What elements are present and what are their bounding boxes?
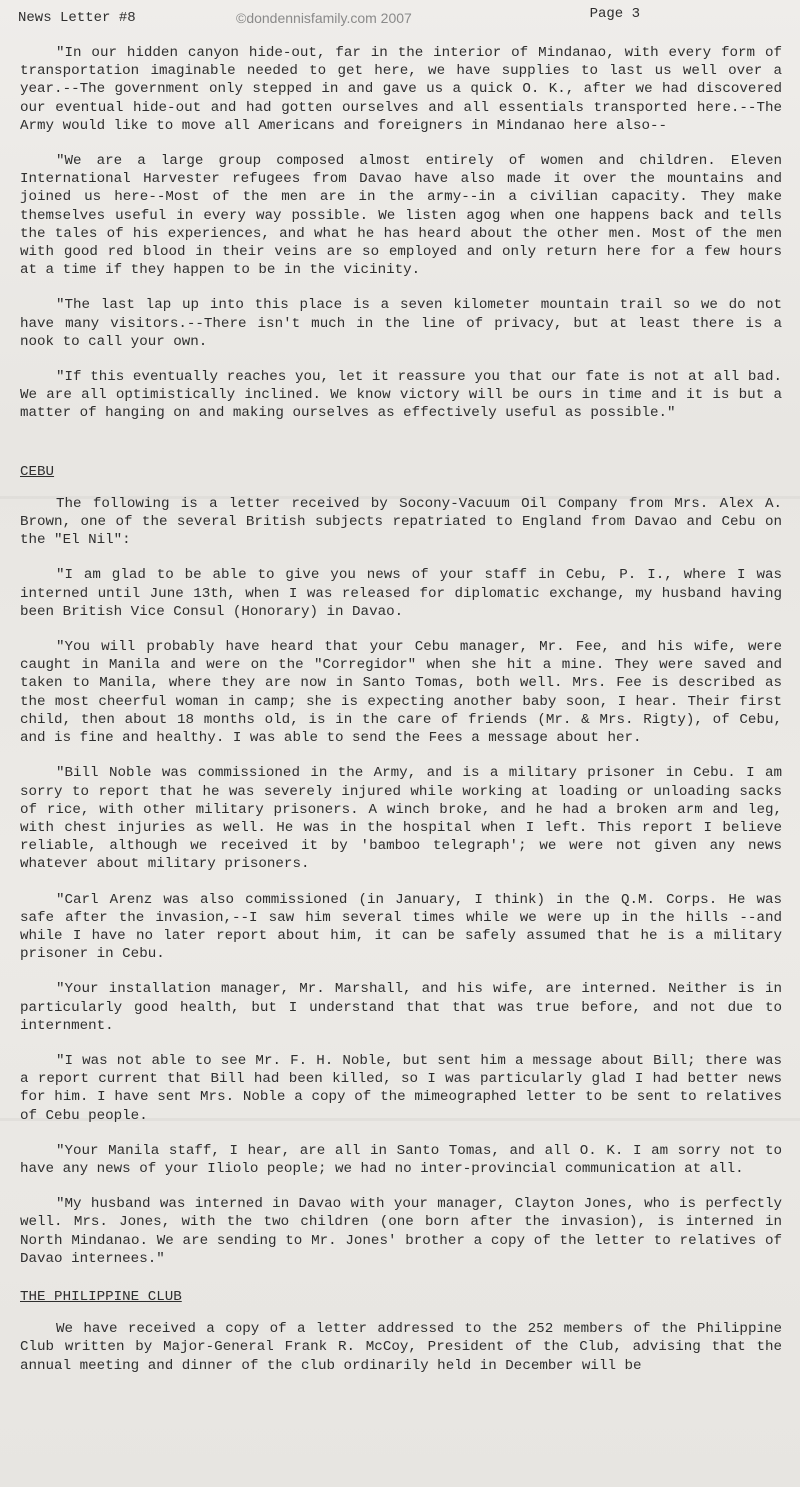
paragraph: "I was not able to see Mr. F. H. Noble, but sent him a message about Bill; there was a report current that Bill had been killed, so I was particularly glad I had better news for him. I have sent Mrs. Noble a copy of the mimeographed letter to be sent to relatives of Cebu people. [20, 1052, 782, 1124]
paragraph: "Carl Arenz was also commissioned (in January, I think) in the Q.M. Corps. He was safe after the invasion,--I saw him several times while we were up in the hills --and while I have no later report about him, it can be safely assumed that he is a military prisoner in Cebu. [20, 891, 782, 963]
paragraph: "I am glad to be able to give you news of your staff in Cebu, P. I., where I was interned until June 13th, when I was released for diplomatic exchange, my husband having been British Vice Consul (Honorary) in Davao. [20, 567, 782, 620]
paragraph: "The last lap up into this place is a seven kilometer mountain trail so we do not have many visitors.--There isn't much in the line of privacy, but at least there is a nook to call your own. [20, 297, 782, 350]
paragraph: The following is a letter received by Socony-Vacuum Oil Company from Mrs. Alex A. Brown, one of the several British subjects repatriated to England from Davao and Cebu on the "El Nil": [20, 495, 782, 549]
copyright-watermark: ©dondennisfamily.com 2007 [236, 10, 412, 26]
mindanao-letter-section [20, 44, 782, 423]
paragraph: "Your installation manager, Mr. Marshall, and his wife, are interned. Neither is in particularly good health, but I understand that that was true before, and not due to internment. [20, 981, 782, 1034]
newsletter-number: News Letter #8 [18, 10, 136, 26]
section-heading-cebu: CEBU [20, 463, 55, 480]
paragraph: "If this eventually reaches you, let it reassure you that our fate is not at all bad. We are all optimistically inclined. We know victory will be ours in time and it is but a matter of hanging on and making ourselves as effectively useful as possible." [20, 369, 782, 422]
paragraph: We have received a copy of a letter addressed to the 252 members of the Philippine Club written by Major-General Frank R. McCoy, President of the Club, advising that the annual meeting and dinner of the club ordinarily held in December will be [20, 1321, 782, 1374]
philippine-club-section [20, 1288, 782, 1375]
cebu-section [20, 463, 782, 1268]
paragraph: "We are a large group composed almost entirely of women and children. Eleven International Harvester refugees from Davao have also made it over the mountains and joined us here--Most of the men are in the army--in a civilian capacity. They make themselves useful in every way possible. We listen agog when one happens back and tells the tales of his experiences, and what he has heard about the other men. Most of the men with good red blood in their veins are so employed and only return here for a few hours at a time if they happen to be in the vicinity. [20, 153, 782, 279]
paragraph: "Bill Noble was commissioned in the Army, and is a military prisoner in Cebu. I am sorry to report that he was severely injured while working at loading or unloading sacks of rice, with other military prisoners. A winch broke, and he had a broken arm and leg, with chest injuries as well. He was in the hospital when I left. This report I believe reliable, although we received it by 'bamboo telegraph'; we were not given any news whatever about military prisoners. [20, 765, 782, 873]
paragraph: "You will probably have heard that your Cebu manager, Mr. Fee, and his wife, were caught in Manila and were on the "Corregidor" when she hit a mine. They were saved and taken to Manila, where they are now in Santo Tomas, both well. Mrs. Fee is described as the most cheerful woman in camp; she is expecting another baby soon, I hear. Their first child, then about 18 months old, is in the care of friends (Mr. & Mrs. Rigty), of Cebu, and is fine and healthy. I was able to send the Fees a message about her. [20, 639, 782, 747]
page-header [18, 6, 780, 34]
section-heading-philippine-club: THE PHILIPPINE CLUB [20, 1288, 182, 1305]
paragraph: "Your Manila staff, I hear, are all in Santo Tomas, and all O. K. I am sorry not to have any news of your Iliolo people; we had no inter-provincial communication at all. [20, 1142, 782, 1177]
page-number: Page 3 [589, 6, 640, 22]
paragraph: "In our hidden canyon hide-out, far in the interior of Mindanao, with every form of transportation imaginable needed to get here, we have supplies to last us well over a year.--The government only stepped in and gave us a quick O. K., after we had discovered our eventual hide-out and had gotten ourselves and all essentials transported here.--The Army would like to move all Americans and foreigners in Mindanao here also-- [20, 45, 782, 134]
letter-body [20, 44, 782, 1392]
paragraph: "My husband was interned in Davao with your manager, Clayton Jones, who is perfectly well. Mrs. Jones, with the two children (one born after the invasion), is interned in North Mindanao. We are sending to Mr. Jones' brother a copy of the letter to relatives of Davao internees." [20, 1196, 782, 1267]
